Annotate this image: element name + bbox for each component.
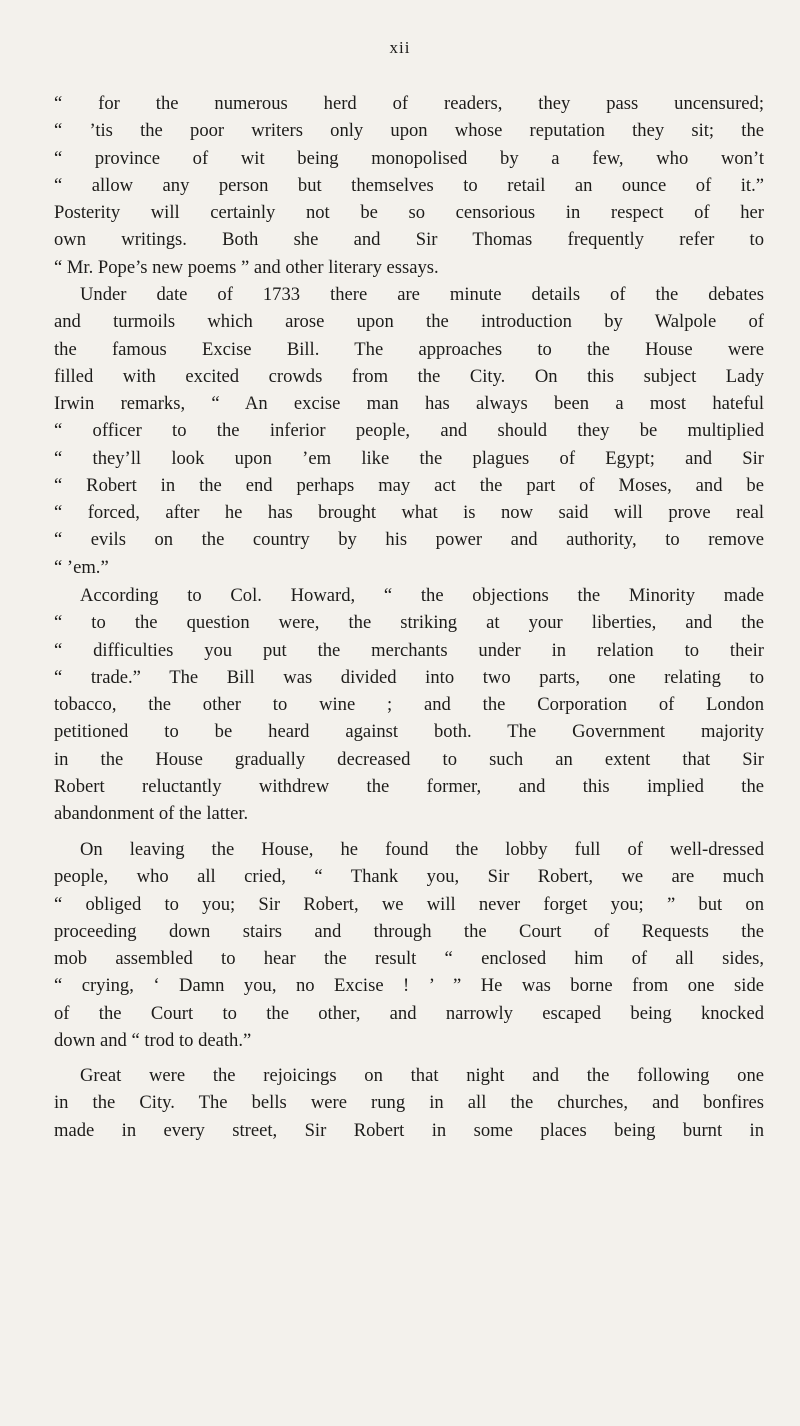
text-line: “ officer to the inferior people, and should they be multiplied	[54, 420, 764, 442]
page-number: xii	[389, 38, 411, 57]
text-line: “ crying, ‘ Damn you, no Excise ! ’ ” He was borne from one side	[54, 975, 764, 997]
paragraph-2	[54, 281, 764, 581]
text-line: in the City. The bells were rung in all the churches, and bonfires	[54, 1092, 764, 1114]
text-line: “ forced, after he has brought what is now said will prove real	[54, 502, 764, 523]
text-line: down and “ trod to death.”	[54, 1029, 252, 1051]
text-line: “ province of wit being monopolised by a few, who won’t	[54, 147, 764, 169]
text-line: “ Robert in the end perhaps may act the part of Moses, and be	[54, 474, 764, 496]
text-line: “ obliged to you; Sir Robert, we will never forget you; ” but on	[54, 893, 764, 915]
text-line: According to Col. Howard, “ the objections the Minority made	[80, 585, 764, 606]
text-line: Posterity will certainly not be so censorious in respect of her	[54, 202, 764, 223]
text-line: filled with excited crowds from the City. On this subject Lady	[54, 365, 764, 387]
text-line: proceeding down stairs and through the Court of Requests the	[54, 920, 764, 942]
text-line: “ allow any person but themselves to retail an ounce of it.”	[54, 174, 764, 196]
text-line: of the Court to the other, and narrowly escaped being knocked	[54, 1002, 764, 1024]
text-line: “ evils on the country by his power and authority, to remove	[54, 529, 764, 551]
text-line: made in every street, Sir Robert in some places being burnt in	[54, 1119, 764, 1141]
text-line: own writings. Both she and Sir Thomas frequently refer to	[54, 229, 764, 251]
text-line: and turmoils which arose upon the introduction by Walpole of	[54, 311, 764, 333]
text-line: “ ’em.”	[54, 556, 109, 578]
text-line: mob assembled to hear the result “ enclosed him of all sides,	[54, 948, 764, 969]
text-line: tobacco, the other to wine ; and the Corporation of London	[54, 694, 764, 715]
text-line: the famous Excise Bill. The approaches to the House were	[54, 338, 764, 360]
text-line: “ for the numerous herd of readers, they pass uncensured;	[54, 93, 764, 114]
text-line: abandonment of the latter.	[54, 803, 249, 824]
text-line: Robert reluctantly withdrew the former, and this implied the	[54, 775, 764, 797]
text-line: “ to the question were, the striking at your liberties, and the	[54, 612, 764, 634]
paragraph-1	[54, 90, 764, 281]
text-line: people, who all cried, “ Thank you, Sir Robert, we are much	[54, 866, 764, 888]
paragraph-4	[54, 836, 764, 1054]
text-line: Irwin remarks, “ An excise man has always been a most hateful	[54, 393, 764, 414]
text-line: “ difficulties you put the merchants under in relation to their	[54, 639, 764, 661]
text-line: “ ’tis the poor writers only upon whose reputation they sit; the	[54, 120, 764, 142]
text-line: “ Mr. Pope’s new poems ” and other literary essays.	[54, 256, 439, 278]
text-line: “ they’ll look upon ’em like the plagues of Egypt; and Sir	[54, 447, 764, 469]
text-line: Under date of 1733 there are minute details of the debates	[80, 284, 764, 305]
paragraph-5	[54, 1062, 764, 1144]
text-line: petitioned to be heard against both. The Government majority	[54, 721, 764, 743]
text-line: in the House gradually decreased to such an extent that Sir	[54, 748, 764, 770]
text-line: “ trade.” The Bill was divided into two parts, one relating to	[54, 666, 764, 688]
text-line: On leaving the House, he found the lobby full of well-dressed	[80, 839, 764, 860]
paragraph-3	[54, 582, 764, 827]
text-line: Great were the rejoicings on that night and the following one	[80, 1065, 764, 1086]
